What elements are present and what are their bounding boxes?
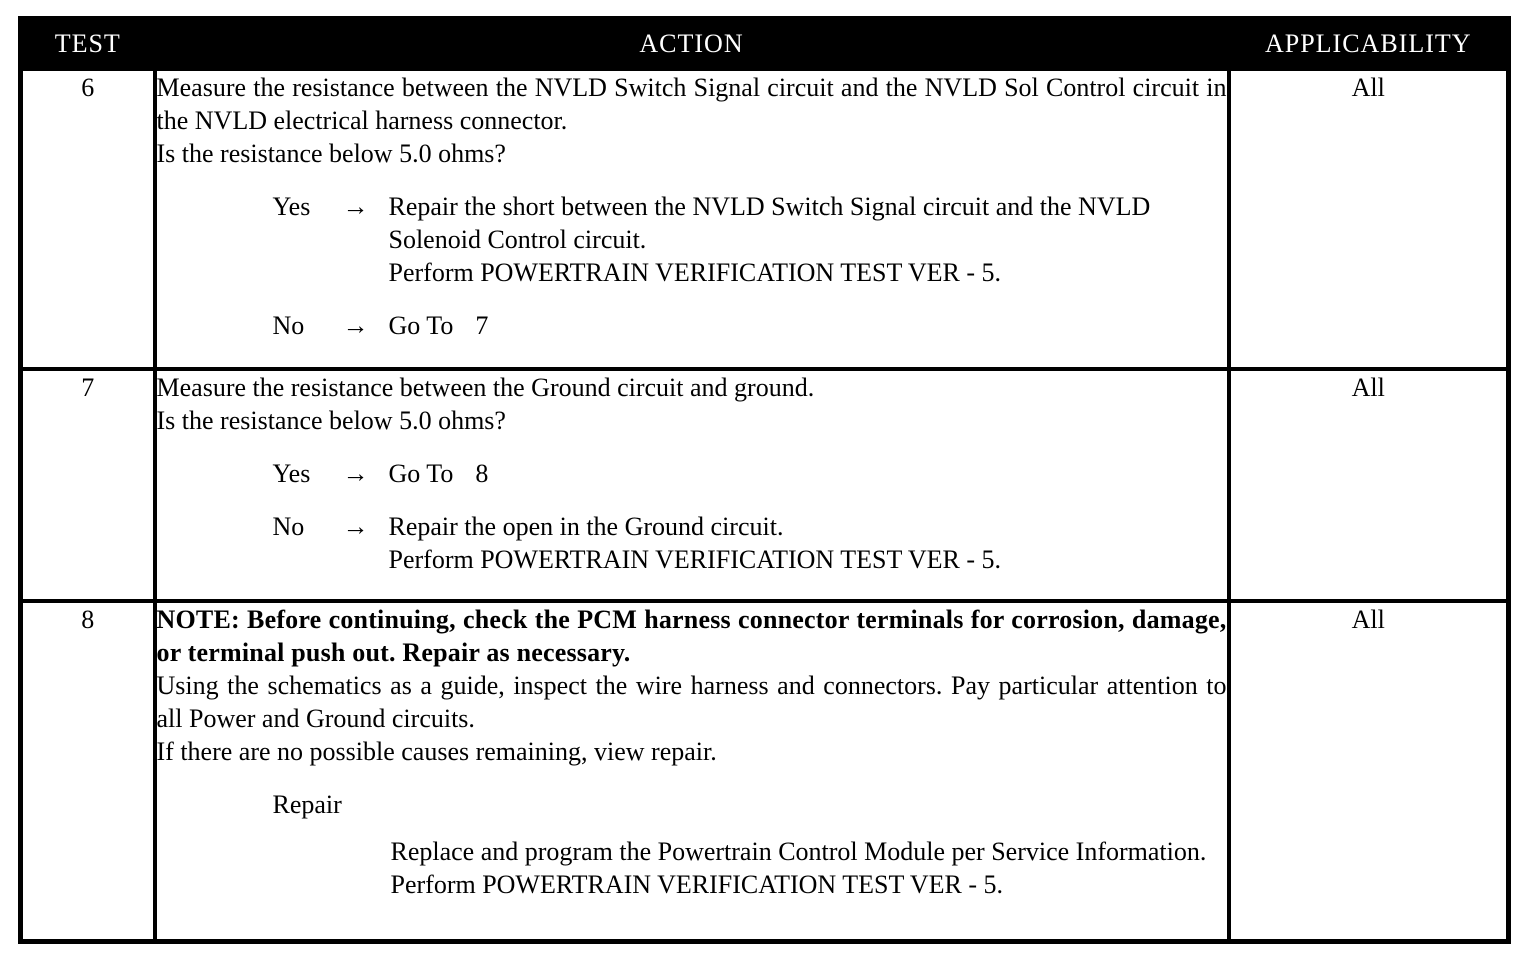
applicability-value: All [1229,69,1509,369]
no-result [273,309,1227,342]
table-row [21,601,1509,942]
action-text: Using the schematics as a guide, inspect the wire harness and connectors. Pay particular attention to all Power and Ground circuits. [156,671,1227,733]
action-cell [155,601,1229,942]
header-action: ACTION [155,19,1229,70]
test-number: 7 [21,369,155,601]
goto-number: 8 [475,459,489,488]
arrow-icon: → [342,459,369,488]
repair-label[interactable]: Repair [272,790,342,819]
action-text: Measure the resistance between the NVLD Switch Signal circuit and the NVLD Sol Control circuit in the NVLD electrical harness connector. [156,73,1227,135]
applicability-value: All [1229,601,1509,942]
yes-result [273,457,1227,490]
arrow-icon: → [342,311,369,340]
result-text [389,190,1227,289]
action-question: Is the resistance below 5.0 ohms? [156,406,506,435]
answer-no: No [272,512,305,541]
answer-no: No [272,311,305,340]
goto-text: Go To [388,311,454,340]
action-question: Is the resistance below 5.0 ohms? [156,139,506,168]
goto-link[interactable] [389,309,1227,342]
diagnostic-table [18,16,1511,944]
arrow-icon: → [342,512,369,541]
no-result [273,510,1227,576]
repair-line: Perform POWERTRAIN VERIFICATION TEST VER - 5. [390,870,1004,899]
answer-yes: Yes [272,459,311,488]
goto-link[interactable] [389,457,1227,490]
yes-result [273,190,1227,289]
table-row [21,69,1509,369]
header-test: TEST [21,19,155,70]
header-row [21,19,1509,70]
action-cell [155,69,1229,369]
result-text [389,510,1227,576]
goto-number: 7 [475,311,489,340]
action-text: Measure the resistance between the Ground circuit and ground. [156,373,815,402]
result-line: Perform POWERTRAIN VERIFICATION TEST VER - 5. [388,258,1002,287]
header-applicability: APPLICABILITY [1229,19,1509,70]
action-text: If there are no possible causes remaining, view repair. [156,737,717,766]
table-row [21,369,1509,601]
repair-line: Replace and program the Powertrain Control Module per Service Information. [390,837,1207,866]
answer-yes: Yes [272,192,311,221]
repair-text [391,835,1227,901]
test-number: 8 [21,601,155,942]
test-number: 6 [21,69,155,369]
applicability-value: All [1229,369,1509,601]
result-line: Repair the open in the Ground circuit. [388,512,784,541]
result-line: Repair the short between the NVLD Switch Signal circuit and the NVLD Solenoid Control circuit. [388,192,1151,254]
note-text: NOTE: Before continuing, check the PCM harness connector terminals for corrosion, damage, or terminal push out. Repair as necessary. [156,605,1227,667]
arrow-icon: → [342,192,369,221]
result-line: Perform POWERTRAIN VERIFICATION TEST VER - 5. [388,545,1002,574]
goto-text: Go To [388,459,454,488]
action-cell [155,369,1229,601]
